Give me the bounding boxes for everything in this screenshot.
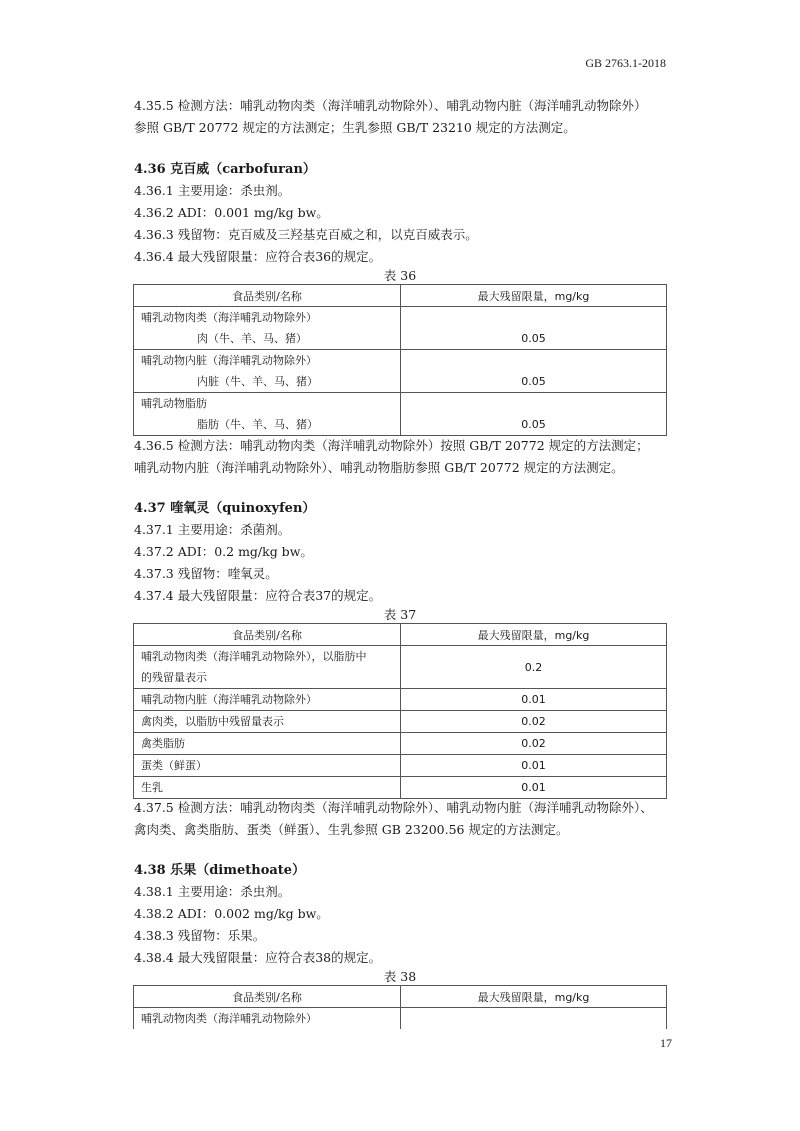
mrl-value: 0.02 [401, 711, 667, 733]
mrl-value: 0.01 [401, 755, 667, 777]
paragraph-4-38-4: 4.38.4 最大残留限量：应符合表38的规定。 [134, 950, 382, 965]
paragraph-4-36-5-line1: 4.36.5 检测方法：哺乳动物肉类（海洋哺乳动物除外）按照 GB/T 20772 规定的方法测定； [134, 438, 649, 453]
mrl-value: 0.2 [401, 646, 667, 689]
table-37 [133, 623, 667, 799]
paragraph-4-38-1: 4.38.1 主要用途：杀虫剂。 [134, 884, 291, 899]
column-header-food-category: 食品类别/名称 [134, 986, 401, 1008]
table-row [134, 733, 667, 755]
page-number: 17 [660, 1036, 672, 1050]
table-37-caption: 表 37 [383, 607, 417, 622]
table-header-row [134, 986, 667, 1008]
mrl-value: 0.05 [521, 332, 546, 345]
paragraph-4-38-3: 4.38.3 残留物：乐果。 [134, 928, 266, 943]
food-name-line1: 哺乳动物肉类（海洋哺乳动物除外），以脂肪中 [141, 650, 367, 663]
mrl-value [401, 1008, 667, 1030]
paragraph-4-36-4: 4.36.4 最大残留限量：应符合表36的规定。 [134, 249, 382, 264]
paragraph-4-37-3: 4.37.3 残留物：喹氧灵。 [134, 566, 278, 581]
table-row [134, 755, 667, 777]
food-name: 蛋类（鲜蛋） [141, 759, 207, 772]
paragraph-4-36-1: 4.36.1 主要用途：杀虫剂。 [134, 183, 291, 198]
mrl-value: 0.01 [401, 777, 667, 799]
table-row [134, 350, 667, 393]
mrl-value: 0.02 [401, 733, 667, 755]
column-header-food-category: 食品类别/名称 [134, 285, 401, 307]
table-row [134, 711, 667, 733]
food-name: 禽肉类，以脂肪中残留量表示 [141, 715, 284, 728]
table-38-caption: 表 38 [383, 969, 417, 984]
paragraph-4-37-5-line2: 禽肉类、禽类脂肪、蛋类（鲜蛋）、生乳参照 GB 23200.56 规定的方法测定。 [134, 822, 569, 837]
section-heading-4-37: 4.37 喹氧灵（quinoxyfen） [134, 501, 316, 516]
mrl-value: 0.05 [521, 418, 546, 431]
mrl-value: 0.05 [521, 375, 546, 388]
table-36-caption: 表 36 [383, 268, 417, 283]
food-item: 脂肪（牛、羊、马、猪） [197, 418, 318, 431]
paragraph-4-37-2: 4.37.2 ADI：0.2 mg/kg bw。 [134, 544, 313, 559]
mrl-value: 0.01 [401, 689, 667, 711]
table-38 [133, 985, 667, 1029]
table-row [134, 646, 667, 689]
table-row [134, 393, 667, 436]
paragraph-4-36-3: 4.36.3 残留物：克百威及三羟基克百威之和，以克百威表示。 [134, 227, 478, 242]
column-header-mrl: 最大残留限量，mg/kg [401, 285, 667, 307]
food-category: 哺乳动物肉类（海洋哺乳动物除外） [141, 1012, 317, 1025]
table-row [134, 689, 667, 711]
table-row [134, 777, 667, 799]
section-heading-4-38: 4.38 乐果（dimethoate） [134, 863, 306, 878]
table-36 [133, 284, 667, 436]
paragraph-4-36-2: 4.36.2 ADI：0.001 mg/kg bw。 [134, 205, 329, 220]
food-name: 哺乳动物内脏（海洋哺乳动物除外） [141, 693, 317, 706]
paragraph-4-37-5-line1: 4.37.5 检测方法：哺乳动物肉类（海洋哺乳动物除外）、哺乳动物内脏（海洋哺乳动物除外）、 [134, 800, 653, 815]
paragraph-4-38-2: 4.38.2 ADI：0.002 mg/kg bw。 [134, 906, 329, 921]
paragraph-4-36-5-line2: 哺乳动物内脏（海洋哺乳动物除外）、哺乳动物脂肪参照 GB/T 20772 规定的方法测定。 [134, 460, 624, 475]
food-name: 生乳 [141, 781, 163, 794]
column-header-food-category: 食品类别/名称 [134, 624, 401, 646]
food-item: 内脏（牛、羊、马、猪） [197, 375, 318, 388]
food-category: 哺乳动物脂肪 [141, 397, 207, 410]
column-header-mrl: 最大残留限量，mg/kg [401, 986, 667, 1008]
paragraph-4-35-5-line1: 4.35.5 检测方法：哺乳动物肉类（海洋哺乳动物除外）、哺乳动物内脏（海洋哺乳动物除外） [134, 98, 647, 113]
food-category: 哺乳动物内脏（海洋哺乳动物除外） [141, 354, 317, 367]
food-name-line2: 的残留量表示 [141, 671, 207, 684]
paragraph-4-35-5-line2: 参照 GB/T 20772 规定的方法测定；生乳参照 GB/T 23210 规定的方法测定。 [134, 120, 576, 135]
column-header-mrl: 最大残留限量，mg/kg [401, 624, 667, 646]
paragraph-4-37-4: 4.37.4 最大残留限量：应符合表37的规定。 [134, 588, 382, 603]
table-header-row [134, 285, 667, 307]
standard-code: GB 2763.1-2018 [585, 56, 666, 70]
food-name: 禽类脂肪 [141, 737, 185, 750]
table-row [134, 307, 667, 350]
section-heading-4-36: 4.36 克百威（carbofuran） [134, 162, 316, 177]
paragraph-4-37-1: 4.37.1 主要用途：杀菌剂。 [134, 522, 291, 537]
table-header-row [134, 624, 667, 646]
food-category: 哺乳动物肉类（海洋哺乳动物除外） [141, 311, 317, 324]
table-row [134, 1008, 667, 1030]
food-item: 肉（牛、羊、马、猪） [197, 332, 307, 345]
